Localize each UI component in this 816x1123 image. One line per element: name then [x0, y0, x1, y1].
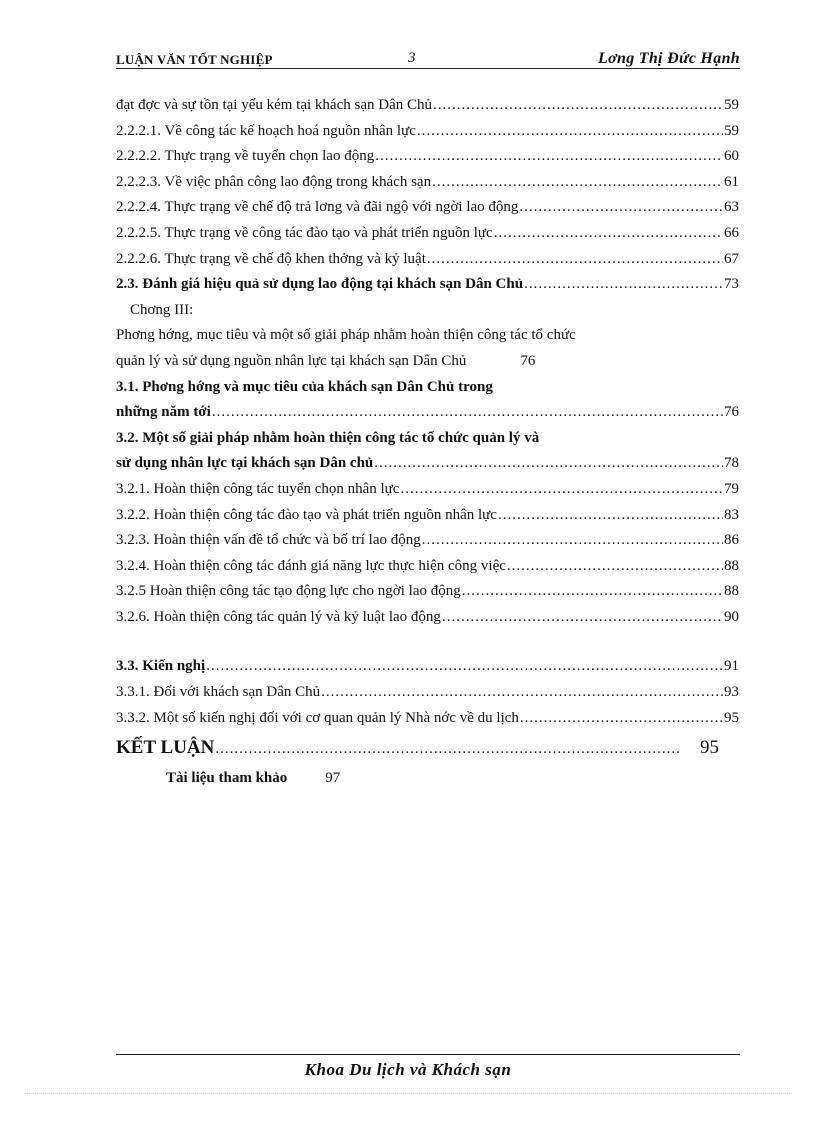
page-header	[116, 50, 740, 69]
toc-chapter-title-cont: quản lý và sử dụng nguồn nhân lực tại khách sạn Dân Chủ 76	[116, 352, 536, 369]
toc-section-heading: 3.3. Kiến nghị ..... 91	[116, 654, 739, 680]
toc-chapter-page: 76	[520, 352, 536, 369]
toc-chapter-title: Phơng hớng, mục tiêu và một số giải pháp nhằm hoàn thiện công tác tổ chức	[116, 327, 576, 344]
toc-entry: 3.2.1. Hoàn thiện công tác tuyển chọn nhân lực ..... 79	[116, 477, 739, 503]
toc-section-heading: 3.1. Phơng hớng và mục tiêu của khách sạn Dân Chủ trong	[116, 378, 493, 395]
toc-section-heading-cont: những năm tới ..... 76	[116, 400, 739, 426]
toc-section-heading-cont: sử dụng nhân lực tại khách sạn Dân chủ ..... 78	[116, 451, 739, 477]
toc-entry: 2.2.2.4. Thực trạng về chế độ trả lơng và đãi ngộ với ngời lao động ..... 63	[116, 195, 739, 221]
page-edge-divider	[24, 1093, 792, 1094]
toc-entry: 3.2.3. Hoàn thiện vấn đề tổ chức và bố trí lao động ..... 86	[116, 528, 739, 554]
header-page-number: 3	[408, 50, 416, 66]
toc-entry: 3.2.2. Hoàn thiện công tác đào tạo và phát triển nguồn nhân lực ..... 83	[116, 503, 739, 529]
toc-entry: 2.2.2.2. Thực trạng về tuyển chọn lao động ..... 60	[116, 144, 739, 170]
toc-section-heading: 2.3. Đánh giá hiệu quả sử dụng lao động tại khách sạn Dân Chủ ..... 73	[116, 272, 739, 298]
toc-entry: 3.2.6. Hoàn thiện công tác quản lý và kỷ luật lao động ..... 90	[116, 605, 739, 631]
footer-divider	[116, 1054, 740, 1055]
page-footer: Khoa Du lịch và Khách sạn	[304, 1060, 512, 1079]
header-thesis-label: LUẬN VĂN TỐT NGHIỆP	[116, 52, 273, 67]
toc-section-heading: 3.2. Một số giải pháp nhằm hoàn thiện công tác tổ chức quản lý và	[116, 429, 540, 446]
toc-entry: 2.2.2.6. Thực trạng về chế độ khen thởng và kỷ luật ..... 67	[116, 247, 739, 273]
toc-entry: 3.3.2. Một số kiến nghị đối với cơ quan quản lý Nhà nớc về du lịch ..... 95	[116, 706, 739, 732]
toc-references: Tài liệu tham khảo 97	[166, 770, 341, 787]
toc-chapter-label: Chơng III:	[130, 301, 194, 318]
toc-entry: 2.2.2.5. Thực trạng về công tác đào tạo và phát triển nguồn lực ..... 66	[116, 221, 739, 247]
toc-entry: 3.2.4. Hoàn thiện công tác đánh giá năng lực thực hiện công việc ..... 88	[116, 554, 739, 580]
toc-conclusion: KẾT LUẬN ..... 95	[116, 731, 739, 765]
toc-entry: 3.2.5 Hoàn thiện công tác tạo động lực cho ngời lao động ..... 88	[116, 579, 739, 605]
toc-entry: đạt đợc và sự tồn tại yếu kém tại khách sạn Dân Chủ ..... 59	[116, 93, 739, 119]
toc-entry: 2.2.2.3. Về việc phân công lao động trong khách sạn ..... 61	[116, 170, 739, 196]
header-author-name: Lơng Thị Đức Hạnh	[598, 50, 740, 67]
table-of-contents	[116, 93, 739, 791]
toc-entry: 2.2.2.1. Về công tác kế hoạch hoá nguồn nhân lực ..... 59	[116, 119, 739, 145]
toc-entry: 3.3.1. Đối với khách sạn Dân Chủ ..... 93	[116, 680, 739, 706]
